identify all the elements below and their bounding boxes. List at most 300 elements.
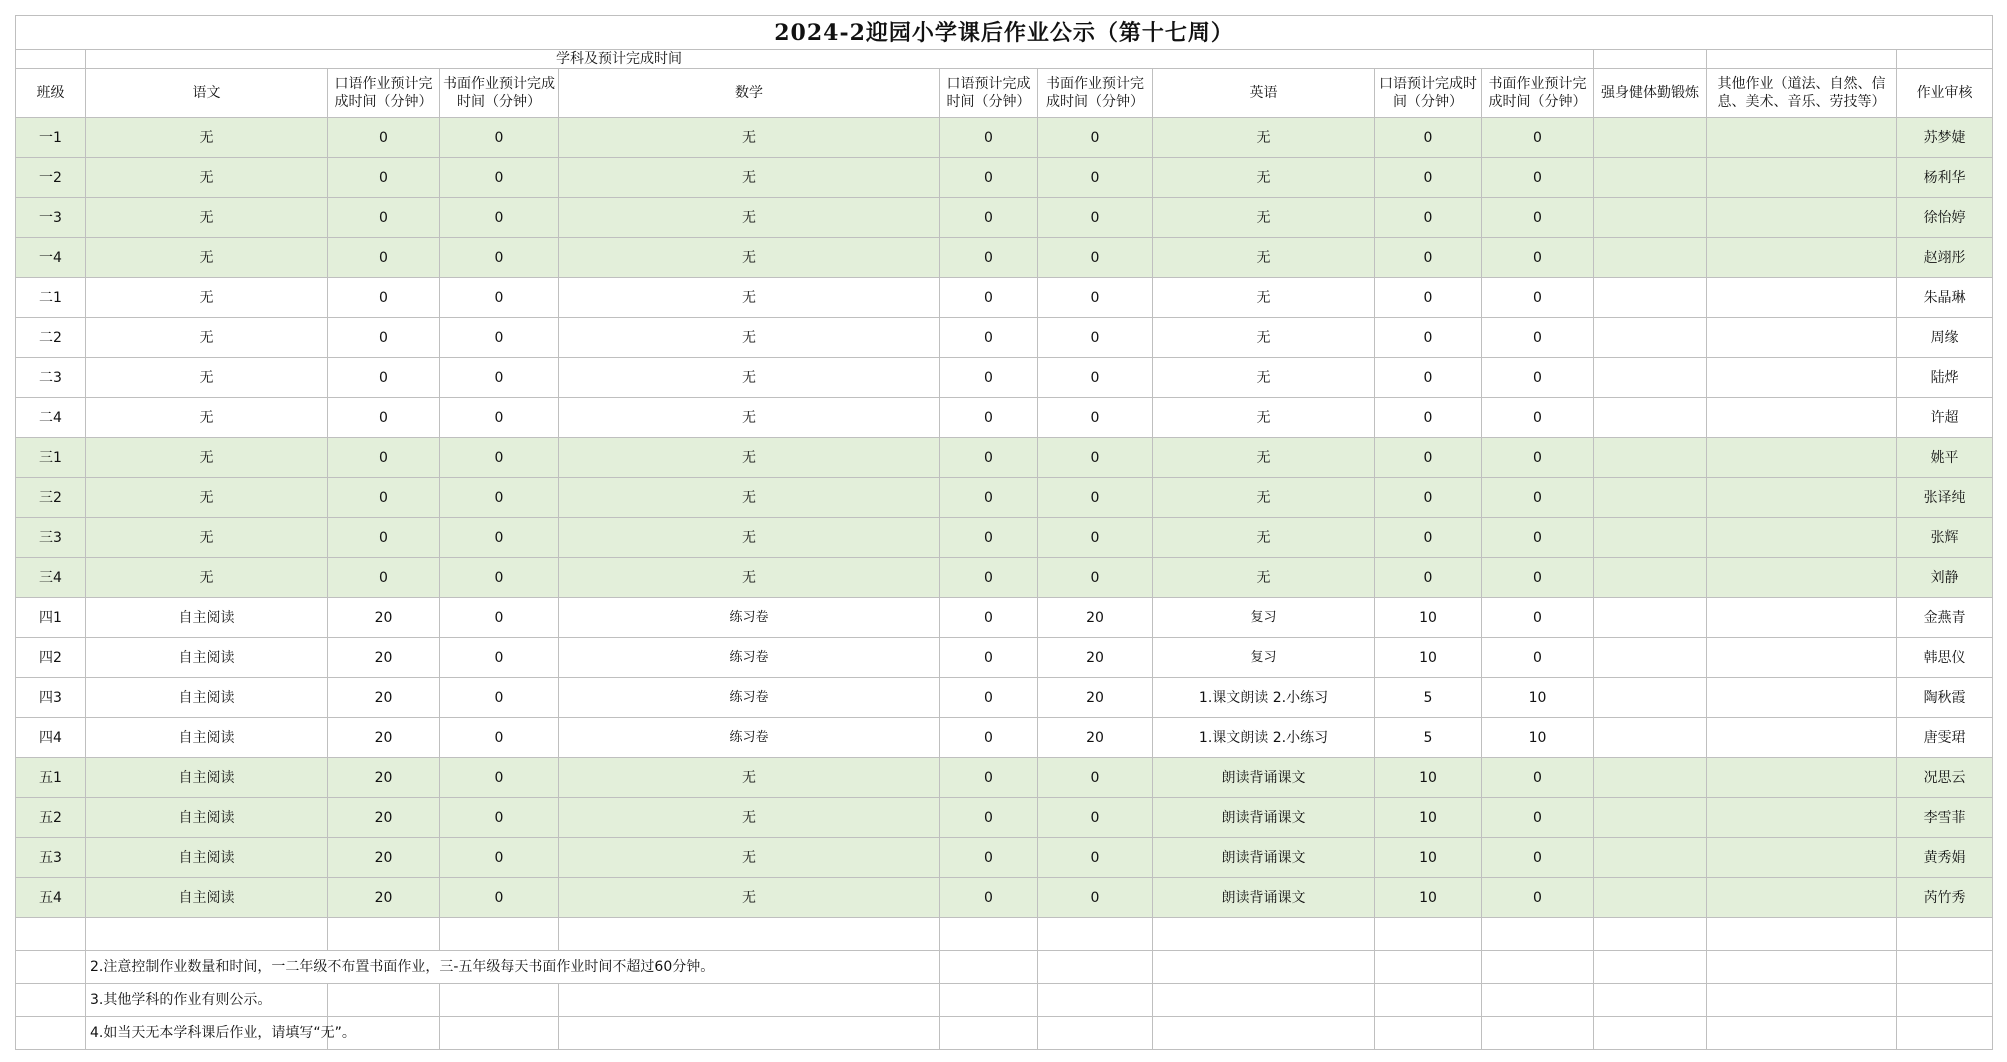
cell-english-written-time[interactable]: 0 bbox=[1482, 758, 1594, 798]
cell-class[interactable]: 四1 bbox=[16, 598, 86, 638]
cell-chinese[interactable]: 无 bbox=[86, 278, 328, 318]
cell-chinese-written-time[interactable]: 0 bbox=[440, 518, 559, 558]
cell-english-oral-time[interactable]: 0 bbox=[1375, 438, 1482, 478]
cell-chinese-oral-time[interactable]: 20 bbox=[328, 758, 440, 798]
cell-english-written-time[interactable]: 0 bbox=[1482, 638, 1594, 678]
cell-other-homework[interactable] bbox=[1707, 398, 1897, 438]
cell-other-homework[interactable] bbox=[1707, 318, 1897, 358]
table-row bbox=[16, 278, 1993, 318]
cell-english-written-time[interactable]: 10 bbox=[1482, 718, 1594, 758]
cell-reviewer[interactable]: 许超 bbox=[1897, 398, 1993, 438]
header-col-class: 班级 bbox=[16, 69, 86, 118]
cell-chinese-oral-time[interactable]: 20 bbox=[328, 638, 440, 678]
cell-math-written-time[interactable]: 0 bbox=[1038, 438, 1153, 478]
cell-exercise[interactable] bbox=[1594, 398, 1707, 438]
header-col-chinese-written-time: 书面作业预计完成时间（分钟） bbox=[440, 69, 559, 118]
cell-exercise[interactable] bbox=[1594, 598, 1707, 638]
cell-english-written-time[interactable]: 0 bbox=[1482, 398, 1594, 438]
cell-chinese[interactable]: 自主阅读 bbox=[86, 718, 328, 758]
cell-other-homework[interactable] bbox=[1707, 478, 1897, 518]
cell-english-oral-time[interactable]: 10 bbox=[1375, 838, 1482, 878]
cell-math[interactable]: 无 bbox=[559, 798, 940, 838]
table-row bbox=[16, 878, 1993, 918]
cell-chinese[interactable]: 自主阅读 bbox=[86, 878, 328, 918]
cell-chinese-written-time[interactable]: 0 bbox=[440, 198, 559, 238]
cell-chinese[interactable]: 自主阅读 bbox=[86, 758, 328, 798]
cell-class[interactable]: 四3 bbox=[16, 678, 86, 718]
blank-row bbox=[16, 918, 1993, 951]
table-row bbox=[16, 758, 1993, 798]
cell-chinese[interactable]: 无 bbox=[86, 318, 328, 358]
cell-math-oral-time[interactable]: 0 bbox=[940, 318, 1038, 358]
cell-chinese[interactable]: 自主阅读 bbox=[86, 678, 328, 718]
cell-english-oral-time[interactable]: 10 bbox=[1375, 798, 1482, 838]
cell-class[interactable]: 一3 bbox=[16, 198, 86, 238]
cell-math-written-time[interactable]: 20 bbox=[1038, 718, 1153, 758]
cell-other-homework[interactable] bbox=[1707, 438, 1897, 478]
cell-math-oral-time[interactable]: 0 bbox=[940, 518, 1038, 558]
cell-english-written-time[interactable]: 0 bbox=[1482, 518, 1594, 558]
cell-other-homework[interactable] bbox=[1707, 718, 1897, 758]
cell-english-written-time[interactable]: 0 bbox=[1482, 438, 1594, 478]
cell-chinese[interactable]: 无 bbox=[86, 158, 328, 198]
cell-chinese-oral-time[interactable]: 0 bbox=[328, 238, 440, 278]
cell-math-oral-time[interactable]: 0 bbox=[940, 838, 1038, 878]
cell-math[interactable]: 无 bbox=[559, 558, 940, 598]
header-col-chinese-oral-time: 口语作业预计完成时间（分钟） bbox=[328, 69, 440, 118]
cell-english-written-time[interactable]: 0 bbox=[1482, 158, 1594, 198]
cell-math-written-time[interactable]: 0 bbox=[1038, 398, 1153, 438]
note-text: 4.如当天无本学科课后作业，请填写“无”。 bbox=[86, 1017, 328, 1050]
cell-english[interactable]: 复习 bbox=[1153, 598, 1375, 638]
subject-time-subheader: 学科及预计完成时间 bbox=[86, 50, 1594, 69]
cell-exercise[interactable] bbox=[1594, 878, 1707, 918]
cell-chinese[interactable]: 无 bbox=[86, 118, 328, 158]
cell-math[interactable]: 无 bbox=[559, 318, 940, 358]
cell-chinese-written-time[interactable]: 0 bbox=[440, 438, 559, 478]
cell-exercise[interactable] bbox=[1594, 718, 1707, 758]
cell-english-written-time[interactable]: 0 bbox=[1482, 118, 1594, 158]
cell-english-written-time[interactable]: 0 bbox=[1482, 558, 1594, 598]
cell-class[interactable]: 三3 bbox=[16, 518, 86, 558]
cell-english-oral-time[interactable]: 10 bbox=[1375, 878, 1482, 918]
table-row bbox=[16, 358, 1993, 398]
table-row bbox=[16, 518, 1993, 558]
cell-class[interactable]: 三2 bbox=[16, 478, 86, 518]
cell-exercise[interactable] bbox=[1594, 158, 1707, 198]
cell-english[interactable]: 1.课文朗读 2.小练习 bbox=[1153, 718, 1375, 758]
cell-class[interactable]: 一4 bbox=[16, 238, 86, 278]
cell-english-oral-time[interactable]: 0 bbox=[1375, 118, 1482, 158]
header-col-math: 数学 bbox=[559, 69, 940, 118]
cell-english-oral-time[interactable]: 0 bbox=[1375, 518, 1482, 558]
cell-exercise[interactable] bbox=[1594, 118, 1707, 158]
table-row bbox=[16, 838, 1993, 878]
cell-math[interactable]: 练习卷 bbox=[559, 678, 940, 718]
cell-math-oral-time[interactable]: 0 bbox=[940, 598, 1038, 638]
cell-english-written-time[interactable]: 0 bbox=[1482, 198, 1594, 238]
cell-math[interactable]: 无 bbox=[559, 198, 940, 238]
cell-chinese-written-time[interactable]: 0 bbox=[440, 118, 559, 158]
cell-math[interactable]: 无 bbox=[559, 838, 940, 878]
cell-other-homework[interactable] bbox=[1707, 518, 1897, 558]
header-col-english-written-time: 书面作业预计完成时间（分钟） bbox=[1482, 69, 1594, 118]
cell-math-written-time[interactable]: 20 bbox=[1038, 598, 1153, 638]
cell-chinese-oral-time[interactable]: 0 bbox=[328, 518, 440, 558]
page-title: 2024-2迎园小学课后作业公示（第十七周） bbox=[16, 16, 1993, 50]
cell-reviewer[interactable]: 张辉 bbox=[1897, 518, 1993, 558]
cell-math-written-time[interactable]: 0 bbox=[1038, 758, 1153, 798]
cell-chinese-written-time[interactable]: 0 bbox=[440, 878, 559, 918]
cell-chinese-oral-time[interactable]: 0 bbox=[328, 318, 440, 358]
cell-english-written-time[interactable]: 0 bbox=[1482, 238, 1594, 278]
cell-chinese-oral-time[interactable]: 0 bbox=[328, 158, 440, 198]
cell-exercise[interactable] bbox=[1594, 198, 1707, 238]
cell-math-written-time[interactable]: 0 bbox=[1038, 158, 1153, 198]
cell-english[interactable]: 无 bbox=[1153, 518, 1375, 558]
cell-chinese-written-time[interactable]: 0 bbox=[440, 718, 559, 758]
cell-chinese[interactable]: 无 bbox=[86, 518, 328, 558]
cell-chinese[interactable]: 无 bbox=[86, 438, 328, 478]
cell-math[interactable]: 无 bbox=[559, 878, 940, 918]
cell-other-homework[interactable] bbox=[1707, 798, 1897, 838]
header-col-math-written-time: 书面作业预计完成时间（分钟） bbox=[1038, 69, 1153, 118]
cell-chinese-oral-time[interactable]: 0 bbox=[328, 398, 440, 438]
cell-class[interactable]: 一1 bbox=[16, 118, 86, 158]
cell-english-oral-time[interactable]: 0 bbox=[1375, 398, 1482, 438]
cell-math-written-time[interactable]: 0 bbox=[1038, 198, 1153, 238]
cell-math-oral-time[interactable]: 0 bbox=[940, 278, 1038, 318]
cell-reviewer[interactable]: 金燕青 bbox=[1897, 598, 1993, 638]
table-row bbox=[16, 238, 1993, 278]
cell-chinese-oral-time[interactable]: 0 bbox=[328, 358, 440, 398]
cell-reviewer[interactable]: 姚平 bbox=[1897, 438, 1993, 478]
cell-english-oral-time[interactable]: 5 bbox=[1375, 678, 1482, 718]
note-row bbox=[16, 1017, 1993, 1050]
cell-english[interactable]: 无 bbox=[1153, 158, 1375, 198]
cell-math-written-time[interactable]: 0 bbox=[1038, 358, 1153, 398]
cell-chinese[interactable]: 无 bbox=[86, 198, 328, 238]
cell-other-homework[interactable] bbox=[1707, 238, 1897, 278]
cell-math[interactable]: 无 bbox=[559, 438, 940, 478]
cell-other-homework[interactable] bbox=[1707, 758, 1897, 798]
cell-reviewer[interactable]: 陆烨 bbox=[1897, 358, 1993, 398]
cell-math-oral-time[interactable]: 0 bbox=[940, 798, 1038, 838]
cell-english[interactable]: 无 bbox=[1153, 558, 1375, 598]
cell-exercise[interactable] bbox=[1594, 278, 1707, 318]
cell-english[interactable]: 无 bbox=[1153, 198, 1375, 238]
cell-chinese-oral-time[interactable]: 20 bbox=[328, 678, 440, 718]
cell-math-written-time[interactable]: 0 bbox=[1038, 478, 1153, 518]
cell-english[interactable]: 朗读背诵课文 bbox=[1153, 758, 1375, 798]
cell-chinese-written-time[interactable]: 0 bbox=[440, 598, 559, 638]
cell-chinese-written-time[interactable]: 0 bbox=[440, 278, 559, 318]
cell-math-written-time[interactable]: 20 bbox=[1038, 638, 1153, 678]
note-row bbox=[16, 984, 1993, 1017]
cell-chinese-written-time[interactable]: 0 bbox=[440, 238, 559, 278]
cell-reviewer[interactable]: 李雪菲 bbox=[1897, 798, 1993, 838]
cell-class[interactable]: 五4 bbox=[16, 878, 86, 918]
cell-english[interactable]: 无 bbox=[1153, 438, 1375, 478]
cell-reviewer[interactable]: 唐雯珺 bbox=[1897, 718, 1993, 758]
cell-math[interactable]: 无 bbox=[559, 278, 940, 318]
cell-math-oral-time[interactable]: 0 bbox=[940, 478, 1038, 518]
cell-english-oral-time[interactable]: 0 bbox=[1375, 558, 1482, 598]
cell-reviewer[interactable]: 朱晶琳 bbox=[1897, 278, 1993, 318]
header-col-other-homework: 其他作业（道法、自然、信息、美术、音乐、劳技等） bbox=[1707, 69, 1897, 118]
note-text: 3.其他学科的作业有则公示。 bbox=[86, 984, 328, 1017]
cell-class[interactable]: 四2 bbox=[16, 638, 86, 678]
cell-chinese-written-time[interactable]: 0 bbox=[440, 398, 559, 438]
table-row bbox=[16, 398, 1993, 438]
cell-chinese-written-time[interactable]: 0 bbox=[440, 318, 559, 358]
cell-math-written-time[interactable]: 0 bbox=[1038, 558, 1153, 598]
cell-chinese[interactable]: 无 bbox=[86, 358, 328, 398]
header-row bbox=[16, 69, 1993, 118]
cell-math[interactable]: 无 bbox=[559, 358, 940, 398]
cell-math-oral-time[interactable]: 0 bbox=[940, 398, 1038, 438]
cell-reviewer[interactable]: 芮竹秀 bbox=[1897, 878, 1993, 918]
cell-english[interactable]: 无 bbox=[1153, 238, 1375, 278]
table-row bbox=[16, 718, 1993, 758]
cell-exercise[interactable] bbox=[1594, 638, 1707, 678]
cell-english-written-time[interactable]: 0 bbox=[1482, 278, 1594, 318]
cell-reviewer[interactable]: 张译纯 bbox=[1897, 478, 1993, 518]
cell-exercise[interactable] bbox=[1594, 678, 1707, 718]
cell-english-oral-time[interactable]: 0 bbox=[1375, 158, 1482, 198]
cell-other-homework[interactable] bbox=[1707, 118, 1897, 158]
cell-english[interactable]: 无 bbox=[1153, 398, 1375, 438]
table-row bbox=[16, 558, 1993, 598]
cell-class[interactable]: 二4 bbox=[16, 398, 86, 438]
cell-chinese-oral-time[interactable]: 0 bbox=[328, 478, 440, 518]
cell-math-written-time[interactable]: 0 bbox=[1038, 878, 1153, 918]
cell-english[interactable]: 朗读背诵课文 bbox=[1153, 798, 1375, 838]
cell-other-homework[interactable] bbox=[1707, 838, 1897, 878]
cell-reviewer[interactable]: 苏梦婕 bbox=[1897, 118, 1993, 158]
cell-chinese-oral-time[interactable]: 0 bbox=[328, 278, 440, 318]
cell-reviewer[interactable]: 况思云 bbox=[1897, 758, 1993, 798]
cell-math[interactable]: 无 bbox=[559, 118, 940, 158]
cell-chinese-oral-time[interactable]: 20 bbox=[328, 838, 440, 878]
cell-math-written-time[interactable]: 0 bbox=[1038, 238, 1153, 278]
cell-math-oral-time[interactable]: 0 bbox=[940, 118, 1038, 158]
cell-english-oral-time[interactable]: 0 bbox=[1375, 238, 1482, 278]
cell-chinese-written-time[interactable]: 0 bbox=[440, 158, 559, 198]
cell-math[interactable]: 无 bbox=[559, 478, 940, 518]
cell-english[interactable]: 朗读背诵课文 bbox=[1153, 838, 1375, 878]
cell-reviewer[interactable]: 韩思仪 bbox=[1897, 638, 1993, 678]
cell-class[interactable]: 五1 bbox=[16, 758, 86, 798]
cell-english-written-time[interactable]: 0 bbox=[1482, 798, 1594, 838]
cell-exercise[interactable] bbox=[1594, 318, 1707, 358]
cell-exercise[interactable] bbox=[1594, 238, 1707, 278]
cell-chinese[interactable]: 自主阅读 bbox=[86, 838, 328, 878]
cell-english[interactable]: 1.课文朗读 2.小练习 bbox=[1153, 678, 1375, 718]
cell-reviewer[interactable]: 杨利华 bbox=[1897, 158, 1993, 198]
cell-class[interactable]: 二3 bbox=[16, 358, 86, 398]
cell-math[interactable]: 练习卷 bbox=[559, 638, 940, 678]
cell-math-written-time[interactable]: 0 bbox=[1038, 318, 1153, 358]
cell-chinese[interactable]: 无 bbox=[86, 238, 328, 278]
cell-other-homework[interactable] bbox=[1707, 358, 1897, 398]
cell-math-oral-time[interactable]: 0 bbox=[940, 358, 1038, 398]
cell-math-oral-time[interactable]: 0 bbox=[940, 678, 1038, 718]
cell-math[interactable]: 无 bbox=[559, 158, 940, 198]
cell-chinese-written-time[interactable]: 0 bbox=[440, 798, 559, 838]
cell-math-written-time[interactable]: 0 bbox=[1038, 518, 1153, 558]
cell-math-written-time[interactable]: 0 bbox=[1038, 838, 1153, 878]
cell-math-written-time[interactable]: 0 bbox=[1038, 118, 1153, 158]
table-row bbox=[16, 798, 1993, 838]
header-col-reviewer: 作业审核 bbox=[1897, 69, 1993, 118]
cell-other-homework[interactable] bbox=[1707, 278, 1897, 318]
cell-chinese-oral-time[interactable]: 20 bbox=[328, 718, 440, 758]
cell-math-oral-time[interactable]: 0 bbox=[940, 158, 1038, 198]
cell-math-oral-time[interactable]: 0 bbox=[940, 718, 1038, 758]
cell-other-homework[interactable] bbox=[1707, 678, 1897, 718]
cell-english-oral-time[interactable]: 10 bbox=[1375, 638, 1482, 678]
cell-exercise[interactable] bbox=[1594, 758, 1707, 798]
note-row bbox=[16, 951, 1993, 984]
cell-exercise[interactable] bbox=[1594, 798, 1707, 838]
cell-chinese-oral-time[interactable]: 20 bbox=[328, 598, 440, 638]
cell-other-homework[interactable] bbox=[1707, 198, 1897, 238]
cell-chinese[interactable]: 无 bbox=[86, 478, 328, 518]
cell-chinese[interactable]: 自主阅读 bbox=[86, 798, 328, 838]
cell-english-written-time[interactable]: 0 bbox=[1482, 318, 1594, 358]
cell-class[interactable]: 三1 bbox=[16, 438, 86, 478]
cell-english-oral-time[interactable]: 0 bbox=[1375, 198, 1482, 238]
cell-class[interactable]: 一2 bbox=[16, 158, 86, 198]
cell-reviewer[interactable]: 赵翊彤 bbox=[1897, 238, 1993, 278]
table-row bbox=[16, 478, 1993, 518]
cell-class[interactable]: 五2 bbox=[16, 798, 86, 838]
cell-math-oral-time[interactable]: 0 bbox=[940, 438, 1038, 478]
cell-math-oral-time[interactable]: 0 bbox=[940, 878, 1038, 918]
cell-other-homework[interactable] bbox=[1707, 638, 1897, 678]
cell-math-oral-time[interactable]: 0 bbox=[940, 558, 1038, 598]
cell-reviewer[interactable]: 徐怡婷 bbox=[1897, 198, 1993, 238]
header-col-math-oral-time: 口语预计完成时间（分钟） bbox=[940, 69, 1038, 118]
table-row bbox=[16, 438, 1993, 478]
cell-chinese-oral-time[interactable]: 0 bbox=[328, 558, 440, 598]
cell-math-oral-time[interactable]: 0 bbox=[940, 198, 1038, 238]
cell-reviewer[interactable]: 刘静 bbox=[1897, 558, 1993, 598]
cell-reviewer[interactable]: 黄秀娟 bbox=[1897, 838, 1993, 878]
cell-exercise[interactable] bbox=[1594, 558, 1707, 598]
cell-english[interactable]: 无 bbox=[1153, 278, 1375, 318]
cell-chinese[interactable]: 无 bbox=[86, 558, 328, 598]
cell-math[interactable]: 无 bbox=[559, 758, 940, 798]
cell-class[interactable]: 四4 bbox=[16, 718, 86, 758]
cell-english[interactable]: 无 bbox=[1153, 478, 1375, 518]
cell-english-oral-time[interactable]: 0 bbox=[1375, 278, 1482, 318]
cell-chinese-oral-time[interactable]: 0 bbox=[328, 198, 440, 238]
cell-other-homework[interactable] bbox=[1707, 878, 1897, 918]
header-col-english-oral-time: 口语预计完成时间（分钟） bbox=[1375, 69, 1482, 118]
cell-other-homework[interactable] bbox=[1707, 558, 1897, 598]
cell-english-oral-time[interactable]: 0 bbox=[1375, 358, 1482, 398]
cell-exercise[interactable] bbox=[1594, 478, 1707, 518]
cell-english[interactable]: 无 bbox=[1153, 318, 1375, 358]
cell-english-oral-time[interactable]: 0 bbox=[1375, 318, 1482, 358]
cell-exercise[interactable] bbox=[1594, 438, 1707, 478]
cell-exercise[interactable] bbox=[1594, 838, 1707, 878]
cell-other-homework[interactable] bbox=[1707, 598, 1897, 638]
cell-exercise[interactable] bbox=[1594, 358, 1707, 398]
table-row bbox=[16, 678, 1993, 718]
cell-reviewer[interactable]: 陶秋霞 bbox=[1897, 678, 1993, 718]
cell-class[interactable]: 二1 bbox=[16, 278, 86, 318]
cell-english-written-time[interactable]: 10 bbox=[1482, 678, 1594, 718]
cell-english[interactable]: 朗读背诵课文 bbox=[1153, 878, 1375, 918]
cell-english[interactable]: 无 bbox=[1153, 118, 1375, 158]
cell-chinese-written-time[interactable]: 0 bbox=[440, 358, 559, 398]
cell-math-written-time[interactable]: 0 bbox=[1038, 798, 1153, 838]
cell-chinese-oral-time[interactable]: 0 bbox=[328, 118, 440, 158]
cell-math[interactable]: 无 bbox=[559, 518, 940, 558]
cell-english[interactable]: 复习 bbox=[1153, 638, 1375, 678]
cell-english-written-time[interactable]: 0 bbox=[1482, 838, 1594, 878]
cell-math-oral-time[interactable]: 0 bbox=[940, 638, 1038, 678]
cell-class[interactable]: 五3 bbox=[16, 838, 86, 878]
cell-chinese-written-time[interactable]: 0 bbox=[440, 678, 559, 718]
cell-class[interactable]: 三4 bbox=[16, 558, 86, 598]
cell-chinese-oral-time[interactable]: 20 bbox=[328, 878, 440, 918]
cell-english-oral-time[interactable]: 5 bbox=[1375, 718, 1482, 758]
table-row bbox=[16, 598, 1993, 638]
header-col-exercise: 强身健体勤锻炼 bbox=[1594, 69, 1707, 118]
note-text: 2.注意控制作业数量和时间，一二年级不布置书面作业，三-五年级每天书面作业时间不超过60分钟。 bbox=[86, 951, 940, 984]
cell-english-written-time[interactable]: 0 bbox=[1482, 358, 1594, 398]
table-row bbox=[16, 118, 1993, 158]
cell-class[interactable]: 二2 bbox=[16, 318, 86, 358]
cell-english-oral-time[interactable]: 10 bbox=[1375, 758, 1482, 798]
cell-english-oral-time[interactable]: 10 bbox=[1375, 598, 1482, 638]
cell-chinese[interactable]: 自主阅读 bbox=[86, 598, 328, 638]
table-row bbox=[16, 198, 1993, 238]
cell-chinese[interactable]: 自主阅读 bbox=[86, 638, 328, 678]
cell-math[interactable]: 练习卷 bbox=[559, 598, 940, 638]
cell-math[interactable]: 练习卷 bbox=[559, 718, 940, 758]
cell-chinese-written-time[interactable]: 0 bbox=[440, 478, 559, 518]
cell-math-written-time[interactable]: 20 bbox=[1038, 678, 1153, 718]
cell-english[interactable]: 无 bbox=[1153, 358, 1375, 398]
cell-chinese[interactable]: 无 bbox=[86, 398, 328, 438]
cell-english-written-time[interactable]: 0 bbox=[1482, 598, 1594, 638]
cell-chinese-written-time[interactable]: 0 bbox=[440, 558, 559, 598]
cell-chinese-written-time[interactable]: 0 bbox=[440, 838, 559, 878]
cell-chinese-oral-time[interactable]: 0 bbox=[328, 438, 440, 478]
table-row bbox=[16, 318, 1993, 358]
cell-exercise[interactable] bbox=[1594, 518, 1707, 558]
cell-english-oral-time[interactable]: 0 bbox=[1375, 478, 1482, 518]
cell-math[interactable]: 无 bbox=[559, 398, 940, 438]
cell-english-written-time[interactable]: 0 bbox=[1482, 878, 1594, 918]
cell-math-written-time[interactable]: 0 bbox=[1038, 278, 1153, 318]
cell-math-oral-time[interactable]: 0 bbox=[940, 238, 1038, 278]
cell-math-oral-time[interactable]: 0 bbox=[940, 758, 1038, 798]
cell-chinese-written-time[interactable]: 0 bbox=[440, 638, 559, 678]
table-row bbox=[16, 158, 1993, 198]
cell-english-written-time[interactable]: 0 bbox=[1482, 478, 1594, 518]
cell-other-homework[interactable] bbox=[1707, 158, 1897, 198]
cell-chinese-written-time[interactable]: 0 bbox=[440, 758, 559, 798]
cell-reviewer[interactable]: 周缘 bbox=[1897, 318, 1993, 358]
cell-chinese-oral-time[interactable]: 20 bbox=[328, 798, 440, 838]
cell-math[interactable]: 无 bbox=[559, 238, 940, 278]
